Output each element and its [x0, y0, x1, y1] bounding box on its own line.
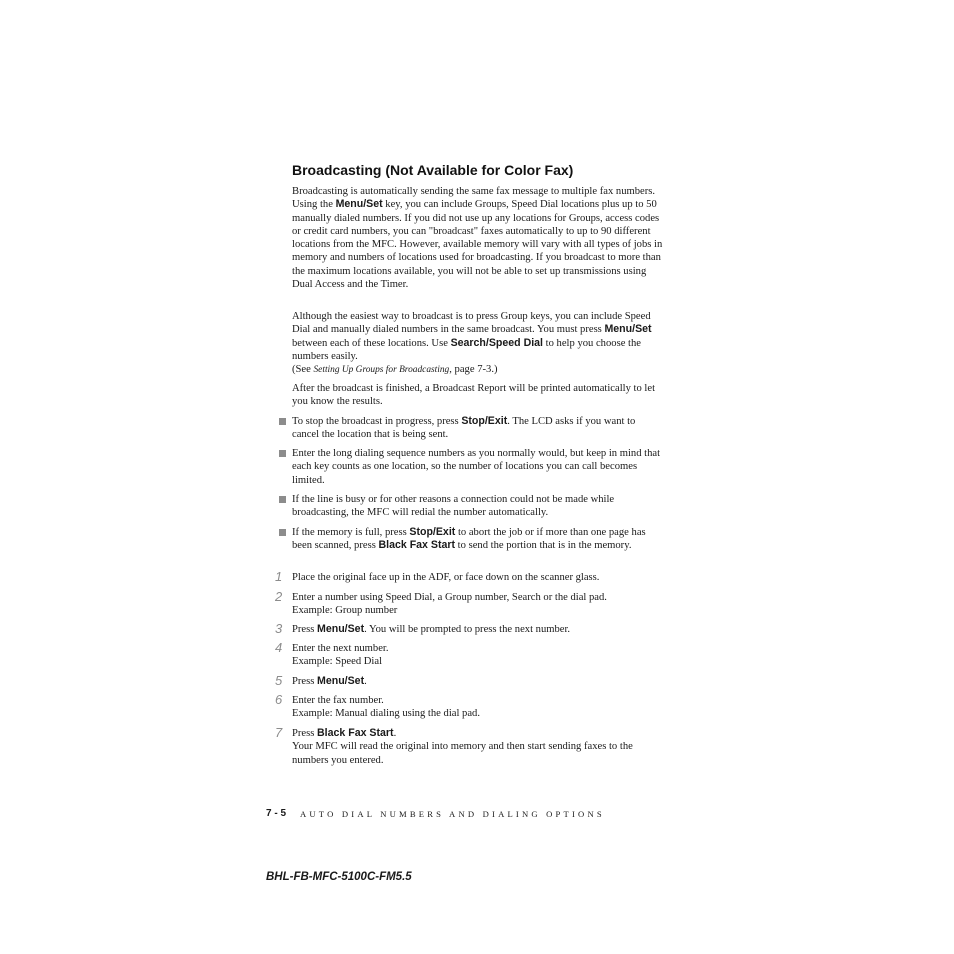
text-run: Press	[292, 624, 318, 635]
step-number: 5	[275, 673, 283, 688]
bullet-item: If the line is busy or for other reasons a connection could not be made while broadcasting, the MFC will redial the number automatically.	[292, 494, 615, 519]
text-run: Although the easiest way to broadcast is to press Group keys, you can include Speed Dial and manually dialed numbers in the same broadcast. You must press	[292, 311, 651, 336]
step-text	[292, 675, 664, 688]
step-text	[292, 591, 664, 618]
text-run: . The LCD asks if you want to cancel the location that is being sent.	[292, 416, 636, 441]
text-run: .	[364, 676, 367, 687]
bullet-item	[292, 415, 664, 442]
group-keys-paragraph	[292, 310, 664, 377]
text-run: To stop the broadcast in progress, press	[292, 416, 462, 427]
step-text	[292, 623, 664, 636]
page-number: 7 - 5	[266, 808, 287, 819]
key-name-stop-exit: Stop/Exit	[409, 526, 456, 538]
text-run: to help you choose the numbers easily.	[292, 337, 641, 362]
key-name-stop-exit: Stop/Exit	[461, 415, 508, 427]
step-number: 6	[275, 692, 283, 707]
step-text	[292, 642, 664, 669]
key-name-black-fax-start: Black Fax Start	[317, 727, 394, 739]
step-text	[292, 727, 664, 767]
bullet-square	[279, 496, 286, 503]
text-run: to send the portion that is in the memory.	[455, 540, 632, 552]
key-name-menu-set: Menu/Set	[317, 623, 365, 635]
bullet-item	[292, 526, 664, 553]
text-run: between each of these locations. Use	[292, 337, 451, 349]
bullet-square	[279, 529, 286, 536]
step-example: Example: Speed Dial	[292, 656, 383, 668]
key-name-menu-set: Menu/Set	[604, 323, 652, 336]
section-heading: Broadcasting (Not Available for Color Fax)	[292, 162, 574, 178]
step-example: Example: Manual dialing using the dial pad.	[292, 708, 480, 720]
document-id: BHL-FB-MFC-5100C-FM5.5	[266, 871, 412, 883]
text-run: Broadcasting is automatically sending the same fax message to multiple fax numbers. Using the	[292, 186, 656, 211]
text-run: Enter a number using Speed Dial, a Group number, Search or the dial pad.	[292, 592, 607, 603]
cross-reference: Setting Up Groups for Broadcasting	[313, 365, 450, 376]
text-run: If the memory is full, press	[292, 527, 410, 538]
step-number: 1	[275, 569, 283, 584]
step-detail: Your MFC will read the original into memory and then start sending faxes to the numbers you entered.	[292, 741, 633, 766]
step-text	[292, 694, 664, 721]
text-run: Press	[292, 676, 318, 687]
step-number: 2	[275, 589, 283, 604]
text-run: Press	[292, 728, 318, 739]
text-run: . You will be prompted to press the next number.	[364, 624, 571, 635]
step-number: 3	[275, 621, 283, 636]
text-run: Enter the next number.	[292, 643, 389, 654]
step-text: Place the original face up in the ADF, or face down on the scanner glass.	[292, 572, 600, 583]
key-name-search-speed-dial: Search/Speed Dial	[450, 336, 544, 349]
bullet-square	[279, 418, 286, 425]
text-run: Enter the fax number.	[292, 695, 384, 706]
text-run: to abort the job or if more than one page has been scanned, press	[292, 527, 646, 552]
intro-paragraph	[292, 185, 664, 291]
key-name-menu-set: Menu/Set	[317, 675, 365, 687]
bullet-square	[279, 450, 286, 457]
text-run: (See	[292, 364, 314, 376]
text-run: .	[393, 728, 397, 739]
bullet-item: Enter the long dialing sequence numbers as you normally would, but keep in mind that each key counts as one location, so the number of locations you can call becomes limited.	[292, 448, 661, 486]
step-number: 4	[275, 640, 283, 655]
text-run: , page 7-3.)	[449, 364, 498, 376]
step-number: 7	[275, 725, 283, 740]
step-example: Example: Group number	[292, 605, 398, 617]
report-paragraph: After the broadcast is finished, a Broadcast Report will be printed automatically to let you know the results.	[292, 383, 656, 408]
key-name-black-fax-start: Black Fax Start	[378, 539, 456, 552]
text-run: key, you can include Groups, Speed Dial locations plus up to 50 manually dialed numbers. If you did not use up any locations for Groups, access codes or credit card numbers, you can "broadcast" faxes automatically to up to 90 different locations from the MFC. However, available memory will vary with all types of jobs in memory and numbers of locations used for broadcasting. If you broadcast to more than the maximum locations available, you will not be able to set up transmissions using Dual Access and the Timer.	[292, 199, 663, 291]
chapter-title: AUTO DIAL NUMBERS AND DIALING OPTIONS	[300, 809, 605, 819]
key-name-menu-set: Menu/Set	[335, 198, 383, 211]
